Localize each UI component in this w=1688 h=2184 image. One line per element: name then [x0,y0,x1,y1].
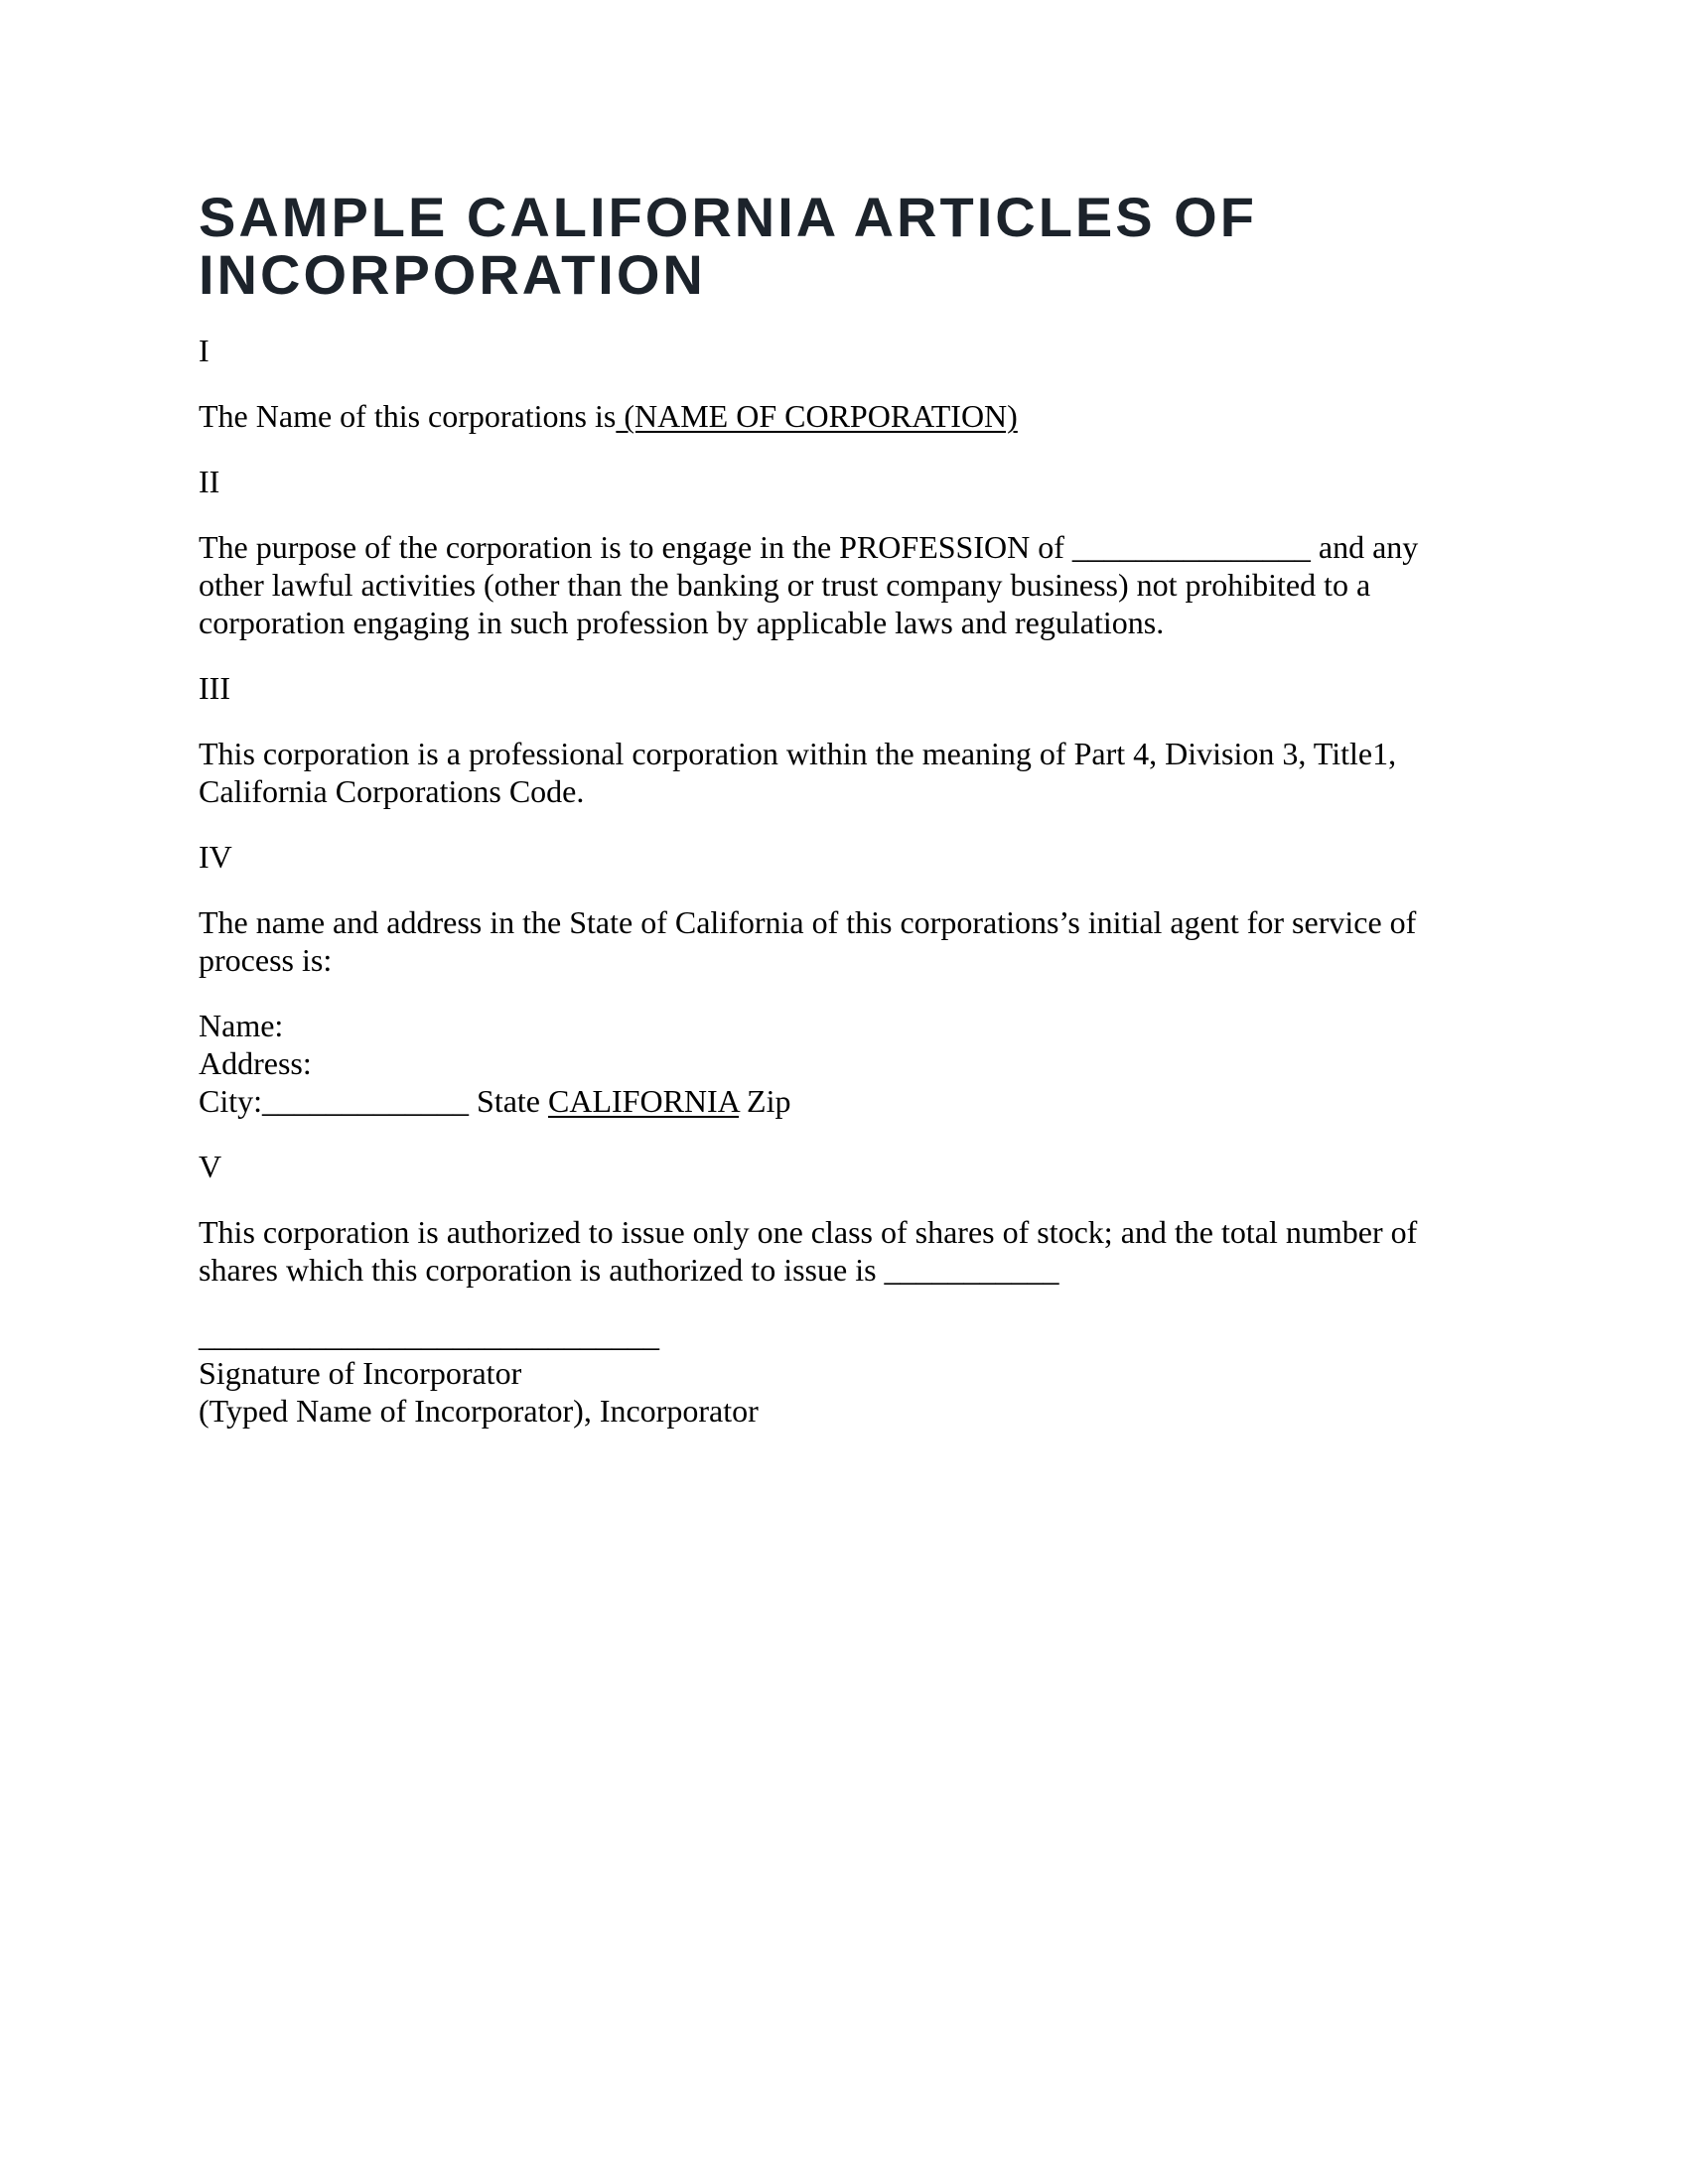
signature-label: Signature of Incorporator [199,1355,522,1391]
agent-address-label: Address: [199,1045,312,1081]
agent-name-label: Name: [199,1008,284,1043]
agent-city-state-zip [199,1082,1489,1120]
article-5-numeral: V [199,1149,222,1184]
typed-name-label: (Typed Name of Incorporator), Incorporator [199,1393,759,1429]
document-title: SAMPLE CALIFORNIA ARTICLES OF INCORPORATION [199,186,1257,306]
document-page [199,186,1489,1430]
signature-line: _____________________________ [199,1317,659,1353]
agent-state-value: CALIFORNIA [548,1083,740,1119]
agent-state-label: State [469,1083,548,1119]
article-5-text: This corporation is authorized to issue only one class of shares of stock; and the total number of shares which this corporation is authorized to issue is ___________ [199,1214,1418,1288]
article-4-text: The name and address in the State of California of this corporations’s initial agent for service of process is: [199,904,1417,978]
agent-city-label: City:_____________ [199,1083,470,1119]
article-3-text: This corporation is a professional corporation within the meaning of Part 4, Division 3, Title1, California Corporations Code. [199,736,1397,809]
article-4-numeral: IV [199,839,232,875]
agent-block [199,1007,1489,1120]
article-1-text [199,397,1489,435]
article-3-numeral: III [199,670,230,706]
corporation-name-placeholder: (NAME OF CORPORATION) [616,398,1018,434]
article-1-lead: The Name of this corporations is [199,398,617,434]
article-2-text: The purpose of the corporation is to engage in the PROFESSION of _______________ and any other lawful activities (other than the banking or trust company business) not prohibited to a corporation engaging in such profession by applicable laws and regulations. [199,529,1419,640]
article-1-numeral: I [199,333,210,368]
agent-zip-label: Zip [739,1083,791,1119]
signature-block [199,1316,1489,1430]
article-2-numeral: II [199,464,220,499]
